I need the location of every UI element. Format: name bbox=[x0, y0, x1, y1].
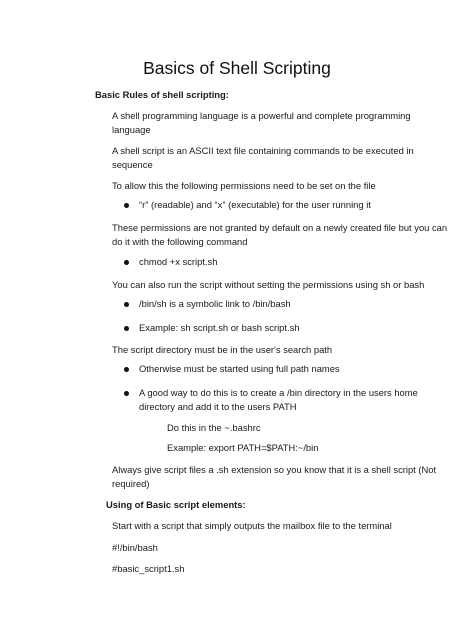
paragraph-line: sequence bbox=[112, 159, 153, 170]
bullet-dot-icon bbox=[124, 367, 129, 372]
code-line: #!/bin/bash bbox=[112, 542, 158, 553]
paragraph-line: You can also run the script without setting the permissions using sh or bash bbox=[112, 279, 425, 290]
bullet-item: Otherwise must be started using full path names bbox=[139, 363, 340, 374]
bullet-dot-icon bbox=[124, 391, 129, 396]
paragraph-line: Always give script files a .sh extension so you know that it is a shell script (Not bbox=[112, 464, 437, 475]
paragraph-line: required) bbox=[112, 478, 150, 489]
page-title: Basics of Shell Scripting bbox=[143, 58, 331, 78]
bullet-item-continuation: directory and add it to the users PATH bbox=[139, 401, 297, 412]
indented-line: Example: export PATH=$PATH:~/bin bbox=[167, 442, 319, 453]
paragraph-line: language bbox=[112, 124, 151, 135]
section-heading-script-elements: Using of Basic script elements: bbox=[106, 499, 246, 510]
bullet-dot-icon bbox=[124, 302, 129, 307]
code-line: #basic_script1.sh bbox=[112, 563, 185, 574]
bullet-item: Example: sh script.sh or bash script.sh bbox=[139, 322, 300, 333]
bullet-item: chmod +x script.sh bbox=[139, 256, 218, 267]
paragraph-line: A shell script is an ASCII text file containing commands to be executed in bbox=[112, 145, 414, 156]
bullet-item: “r” (readable) and “x” (executable) for the user running it bbox=[139, 199, 371, 210]
paragraph-line: These permissions are not granted by default on a newly created file but you can bbox=[112, 222, 448, 233]
paragraph-line: do it with the following command bbox=[112, 236, 248, 247]
section-heading-basic-rules: Basic Rules of shell scripting: bbox=[95, 89, 229, 100]
paragraph-line: The script directory must be in the user's search path bbox=[112, 344, 333, 355]
paragraph-line: To allow this the following permissions need to be set on the file bbox=[112, 180, 376, 191]
paragraph-line: Start with a script that simply outputs the mailbox file to the terminal bbox=[112, 520, 392, 531]
bullet-item: /bin/sh is a symbolic link to /bin/bash bbox=[139, 298, 291, 309]
indented-line: Do this in the ~.bashrc bbox=[167, 422, 261, 433]
bullet-dot-icon bbox=[124, 260, 129, 265]
bullet-dot-icon bbox=[124, 326, 129, 331]
bullet-item: A good way to do this is to create a /bin directory in the users home bbox=[139, 387, 418, 398]
paragraph-line: A shell programming language is a powerful and complete programming bbox=[112, 110, 411, 121]
bullet-dot-icon bbox=[124, 203, 129, 208]
